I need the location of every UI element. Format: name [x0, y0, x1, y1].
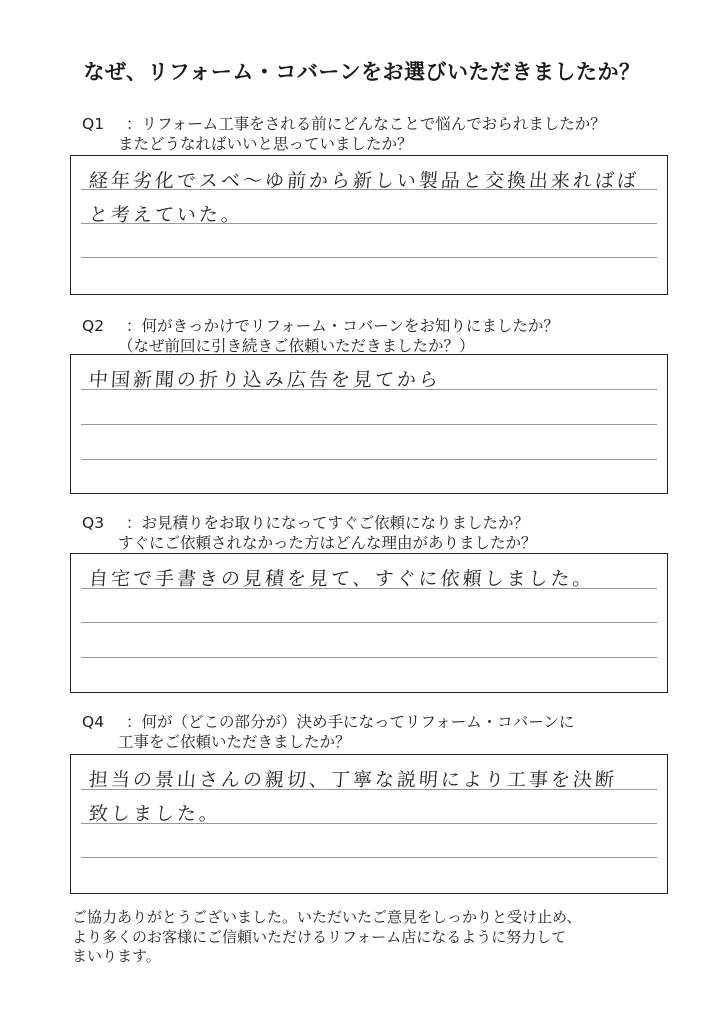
answer-box-1 — [70, 155, 668, 295]
closing-message — [72, 908, 581, 967]
question-text-line1: ：何がきっかけでリフォーム・コバーンをお知りにましたか？ — [126, 317, 559, 335]
answer-box-3 — [70, 553, 668, 693]
question-1 — [82, 114, 606, 154]
handwritten-answer-line: 中国新聞の折り込み広告を見てから — [88, 369, 442, 391]
answer-rule — [81, 823, 657, 824]
answer-rule — [81, 223, 657, 224]
answer-rule — [81, 657, 657, 658]
handwritten-answer-line: 自宅で手書きの見積を見て、すぐに依頼しました。 — [88, 568, 596, 590]
question-3 — [82, 513, 537, 553]
handwritten-answer-line: 担当の景山さんの親切、丁寧な説明により工事を決断 — [88, 769, 618, 791]
answer-rule — [81, 389, 657, 390]
question-text-line2: 工事をご依頼いただきましたか？ — [118, 733, 351, 751]
form-title: なぜ、リフォーム・コバーンをお選びいただきましたか？ — [83, 60, 641, 84]
question-2 — [82, 316, 559, 356]
answer-box-2 — [70, 354, 668, 494]
question-text-line1: ：何が（どこの部分が）決め手になってリフォーム・コバーンに — [126, 713, 575, 731]
handwritten-answer-line: 致しました。 — [88, 803, 222, 825]
answer-rule — [81, 622, 657, 623]
answer-rule — [81, 459, 657, 460]
question-text-line1: ：リフォーム工事をされる前にどんなことで悩んでおられましたか？ — [126, 115, 606, 133]
closing-message-line: より多くのお客様にご信頼いただけるリフォーム店になるように努力して — [72, 927, 567, 946]
question-number: Q2 — [82, 317, 105, 335]
answer-rule — [81, 189, 657, 190]
question-number: Q3 — [82, 514, 105, 532]
handwritten-answer-line: 経年劣化でスベ～ゆ前から新しい製品と交換出来ればば — [88, 170, 640, 192]
closing-message-line: まいります。 — [72, 947, 161, 965]
answer-rule — [81, 857, 657, 858]
answer-rule — [81, 588, 657, 589]
question-text-line2: （なぜ前回に引き続きご依頼いただきましたか？） — [118, 337, 475, 355]
closing-message-line: ご協力ありがとうございました。いただいたご意見をしっかりと受け止め、 — [72, 908, 582, 926]
answer-rule — [81, 257, 657, 258]
answer-box-4 — [70, 754, 668, 894]
question-number: Q1 — [82, 115, 105, 133]
question-text-line2: すぐにご依頼されなかった方はどんな理由がありましたか？ — [118, 534, 537, 552]
question-text-line1: ：お見積りをお取りになってすぐご依頼になりましたか？ — [126, 514, 530, 532]
question-number: Q4 — [82, 713, 105, 731]
answer-rule — [81, 789, 657, 790]
question-text-line2: またどうなればいいと思っていましたか？ — [118, 135, 413, 153]
answer-rule — [81, 424, 657, 425]
handwritten-answer-line: と考えていた。 — [88, 204, 244, 226]
question-4 — [82, 712, 574, 752]
